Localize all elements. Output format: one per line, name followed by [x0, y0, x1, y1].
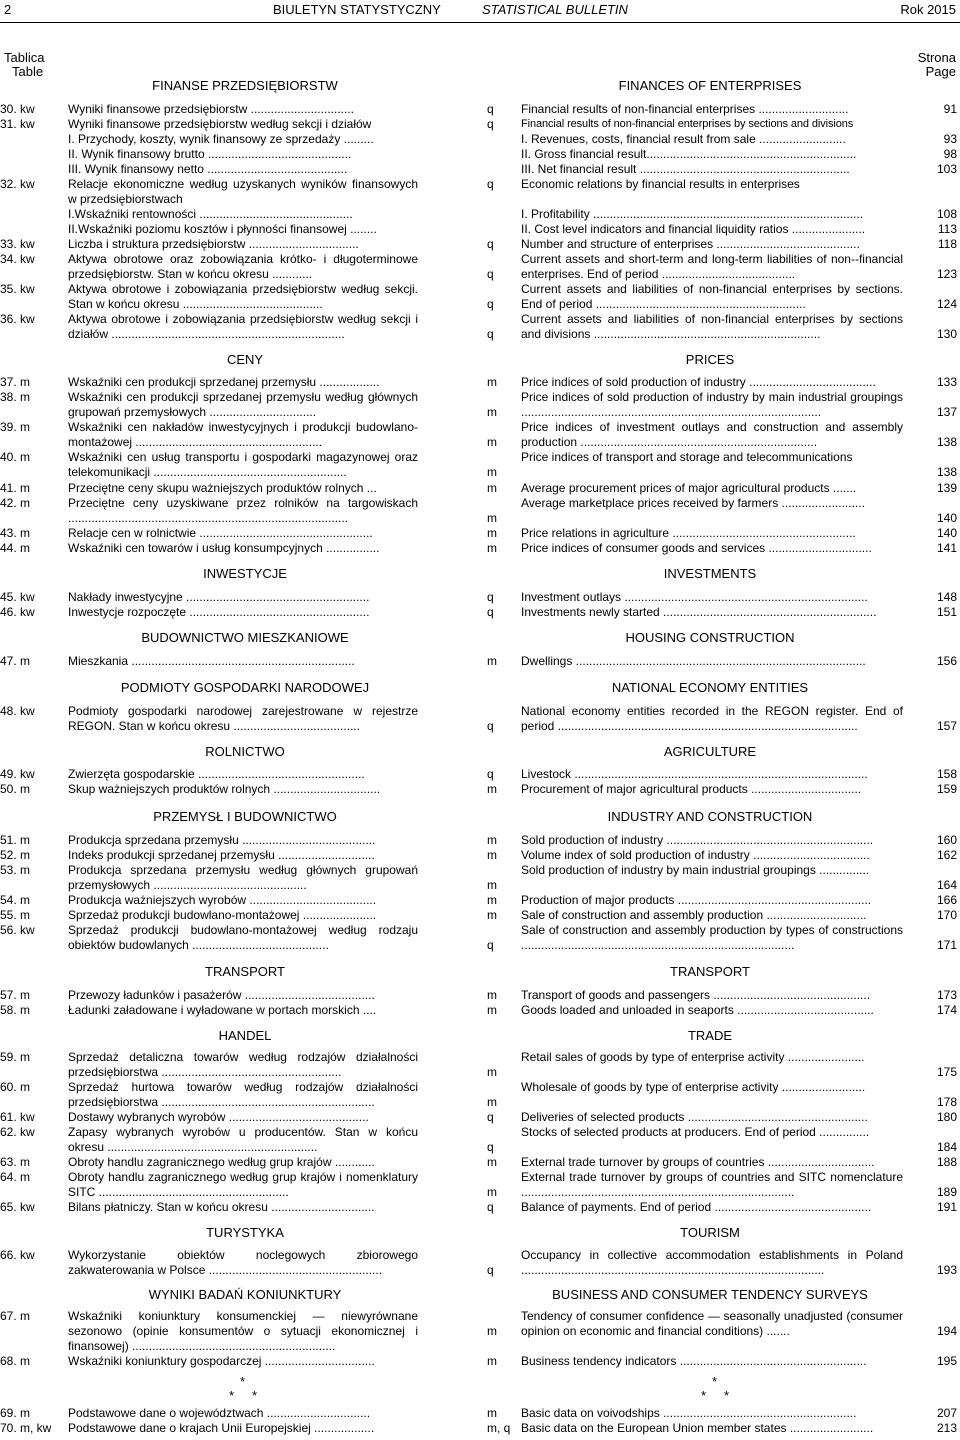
entry-title-en: Production of major products .......................................................... [521, 893, 872, 907]
entry-frequency: m [487, 833, 497, 847]
section-title-en: TOURISM [680, 1225, 740, 1240]
entry-page-number: 98 [943, 147, 957, 161]
section-title-en: NATIONAL ECONOMY ENTITIES [611, 680, 809, 695]
entry-title-en: Business tendency indicators ........................................................ [521, 1354, 867, 1368]
entry-page-number: 207 [936, 1406, 957, 1420]
entry-title-pl: Wskaźniki cen nakładów inwestycyjnych i produkcji budowlano-montażowej ........................................................ [68, 420, 418, 449]
entry-title-pl: Dostawy wybranych wyrobów .......................................... [68, 1110, 369, 1124]
entry-title-pl: Podmioty gospodarki narodowej zarejestrowane w rejestrze REGON. Stan w końcu okresu ...................................... [68, 704, 418, 733]
entry-title-en: I. Revenues, costs, financial result from sale .......................... [521, 132, 846, 146]
entry-title-pl: I. Przychody, koszty, wynik finansowy ze sprzedaży ......... [68, 132, 374, 146]
entry-number: 46. kw [0, 605, 35, 619]
entry-number: 65. kw [0, 1200, 35, 1214]
section-title-pl: TURYSTYKA [206, 1225, 284, 1240]
section-title-pl: INWESTYCJE [203, 566, 287, 581]
entry-frequency: q [487, 237, 494, 251]
entry-title-en: Sold production of industry .............................................................. [521, 833, 874, 847]
entry-title-en: Transport of goods and passengers ............................................... [521, 988, 871, 1002]
entry-number: 40. m [0, 450, 31, 464]
section-header-finances-of-enterprises [0, 78, 960, 94]
entry-number: 64. m [0, 1170, 31, 1184]
entry-number: 53. m [0, 863, 31, 877]
entry-number: 54. m [0, 893, 31, 907]
section-title-en: TRADE [687, 1028, 733, 1043]
entry-page-number: 91 [943, 102, 957, 116]
entry-title-pl: Ładunki załadowane i wyładowane w portach morskich .... [68, 1003, 377, 1017]
entry-frequency: q [487, 267, 494, 281]
entry-title-pl: Wskaźniki koniunktury gospodarczej ................................. [68, 1354, 375, 1368]
entry-number: 32. kw [0, 177, 35, 191]
entry-number: 48. kw [0, 704, 35, 718]
entry-page-number: 140 [936, 511, 957, 525]
entry-number: 31. kw [0, 117, 35, 131]
entry-title-pl: Przeciętne ceny skupu ważniejszych produktów rolnych ... [68, 481, 377, 495]
entry-frequency: q [487, 605, 494, 619]
entry-number: 63. m [0, 1155, 31, 1169]
entry-title-pl: Wskaźniki cen usług transportu i gospodarki magazynowej oraz telekomunikacji .......................................................... [68, 450, 418, 479]
entry-title-pl: Produkcja sprzedana przemysłu ........................................ [68, 833, 376, 847]
entry-title-en: Deliveries of selected products ...................................................... [521, 1110, 868, 1124]
entry-title-en: I. Profitability ................................................................................. [521, 207, 864, 221]
entry-title-en: Tendency of consumer confidence — seasonally unadjusted (consumer opinion on economic and financial conditions) ....... [521, 1309, 903, 1338]
entry-page-number: 162 [936, 848, 957, 862]
entry-page-number: 213 [936, 1421, 957, 1435]
entry-title-en: Stocks of selected products at producers. End of period ............... [521, 1125, 870, 1139]
section-title-pl: TRANSPORT [205, 964, 285, 979]
entry-frequency: m [487, 435, 497, 449]
entry-number: 61. kw [0, 1110, 35, 1124]
entry-title-en: Wholesale of goods by type of enterprise activity ......................... [521, 1080, 866, 1094]
entry-frequency: m [487, 878, 497, 892]
entry-title-en: II. Cost level indicators and financial liquidity ratios ...................... [521, 222, 866, 236]
section-title-pl: HANDEL [218, 1028, 272, 1043]
separator-star-pl-right: * [252, 1388, 258, 1403]
entry-frequency: m [487, 654, 497, 668]
entry-title-en: Number and structure of enterprises ........................................... [521, 237, 860, 251]
entry-title-en: Price indices of sold production of industry ...................................... [521, 375, 876, 389]
entry-title-pl: Produkcja ważniejszych wyrobów ...................................... [68, 893, 377, 907]
entry-title-pl: Zapasy wybranych wyrobów u producentów. Stan w końcu okresu ............................................................... [68, 1125, 418, 1154]
section-header-housing-construction [0, 630, 960, 646]
entry-number: 58. m [0, 1003, 31, 1017]
entry-frequency: m, q [487, 1421, 511, 1435]
entry-number: 30. kw [0, 102, 35, 116]
separator-star-en-top: * [712, 1374, 718, 1389]
entry-frequency: q [487, 327, 494, 341]
section-title-pl: BUDOWNICTWO MIESZKANIOWE [141, 630, 349, 645]
entry-number: 44. m [0, 541, 31, 555]
entry-title-en: Current assets and liabilities of non-financial enterprises by sections and divisions .................................................................... [521, 312, 903, 341]
entry-frequency: q [487, 938, 494, 952]
entry-page-number: 193 [936, 1263, 957, 1277]
section-header-business-and-consumer-tendency-surveys [0, 1287, 960, 1303]
entry-page-number: 166 [936, 893, 957, 907]
entry-page-number: 113 [937, 222, 957, 236]
entry-page-number: 164 [936, 878, 957, 892]
entry-page-number: 188 [936, 1155, 957, 1169]
entry-frequency: m [487, 1354, 497, 1368]
section-header-transport [0, 964, 960, 980]
entry-page-number: 160 [936, 833, 957, 847]
entry-page-number: 123 [936, 267, 957, 281]
entry-title-pl: Wskaźniki koniunktury konsumenckiej — niewyrównane sezonowo (opinie konsumentów o sytuacji ekonomicznej i finansowej) ............................................................. [68, 1309, 418, 1353]
entry-page-number: 175 [936, 1065, 957, 1079]
entry-title-en: Sale of construction and assembly production .............................. [521, 908, 867, 922]
entry-title-pl: Mieszkania ................................................................... [68, 654, 355, 668]
entry-number: 34. kw [0, 252, 35, 266]
entry-page-number: 157 [936, 719, 957, 733]
entry-frequency: q [487, 177, 494, 191]
entry-page-number: 108 [936, 207, 957, 221]
entry-page-number: 173 [936, 988, 957, 1002]
entry-number: 39. m [0, 420, 31, 434]
entry-page-number: 159 [936, 782, 957, 796]
entry-frequency: m [487, 1155, 497, 1169]
section-header-national-economy-entities [0, 680, 960, 696]
entry-number: 33. kw [0, 237, 35, 251]
entry-page-number: 138 [936, 465, 957, 479]
section-title-en: TRANSPORT [670, 964, 750, 979]
entry-page-number: 171 [936, 938, 957, 952]
entry-page-number: 141 [936, 541, 957, 555]
entry-frequency: q [487, 297, 494, 311]
entry-frequency: m [487, 1406, 497, 1420]
entry-number: 50. m [0, 782, 31, 796]
entry-title-pl: Sprzedaż produkcji budowlano-montażowej według rodzaju obiektów budowlanych ......................................... [68, 923, 418, 952]
entry-title-en: Procurement of major agricultural products ................................. [521, 782, 862, 796]
entry-title-pl: Obroty handlu zagranicznego według grup krajów ............ [68, 1155, 375, 1169]
entry-title-pl: Wskaźniki cen towarów i usług konsumpcyjnych ................ [68, 541, 380, 555]
entry-frequency: m [487, 848, 497, 862]
entry-number: 67. m [0, 1309, 31, 1323]
separator-star-pl-left: * [229, 1388, 235, 1403]
page-label-pl: Strona [917, 50, 956, 65]
entry-title-pl: Przeciętne ceny uzyskiwane przez rolników na targowiskach .................................................................................... [68, 496, 418, 525]
entry-title-pl: Wyniki finansowe przedsiębiorstw ............................... [68, 102, 354, 116]
entry-title-pl: Skup ważniejszych produktów rolnych ................................ [68, 782, 381, 796]
entry-title-pl: I.Wskaźniki rentowności .............................................. [68, 207, 353, 221]
entry-title-pl: II.Wskaźniki poziomu kosztów i płynności finansowej ........ [68, 222, 377, 236]
section-title-en: BUSINESS AND CONSUMER TENDENCY SURVEYS [552, 1287, 868, 1302]
entry-title-en: Financial results of non-financial enterprises ........................... [521, 102, 849, 116]
entry-title-en: External trade turnover by groups of countries and SITC nomenclature .................................................................................. [521, 1170, 903, 1199]
entry-title-en: Average procurement prices of major agricultural products ....... [521, 481, 857, 495]
section-title-en: INVESTMENTS [663, 566, 757, 581]
entry-number: 47. m [0, 654, 31, 668]
separator-star-en-right: * [724, 1388, 730, 1403]
entry-page-number: 130 [936, 327, 957, 341]
entry-frequency: q [487, 719, 494, 733]
entry-title-en: Economic relations by financial results in enterprises [521, 177, 800, 191]
entry-title-en: Sold production of industry by main industrial groupings ............... [521, 863, 870, 877]
entry-title-pl: Aktywa obrotowe i zobowiązania przedsiębiorstw według sekcji i działów ...................................................................... [68, 312, 418, 341]
entry-title-en: Occupancy in collective accommodation establishments in Poland ........................................................................................... [521, 1248, 903, 1277]
entry-page-number: 140 [936, 526, 957, 540]
entry-title-pl: Wykorzystanie obiektów noclegowych zbiorowego zakwaterowania w Polsce .................................................... [68, 1248, 418, 1277]
entry-frequency: m [487, 405, 497, 419]
entry-page-number: 139 [936, 481, 957, 495]
entry-page-number: 133 [936, 375, 957, 389]
entry-title-en: Basic data on voivodships .......................................................... [521, 1406, 857, 1420]
section-title-pl: WYNIKI BADAŃ KONIUNKTURY [148, 1287, 342, 1302]
entry-title-pl: Wskaźniki cen produkcji sprzedanej przemysłu według głównych grupowań przemysłowych ................................ [68, 390, 418, 419]
entry-number: 60. m [0, 1080, 31, 1094]
entry-frequency: q [487, 1110, 494, 1124]
section-header-agriculture [0, 744, 960, 760]
entry-frequency: q [487, 117, 494, 131]
entry-page-number: 180 [936, 1110, 957, 1124]
entry-number: 51. m [0, 833, 31, 847]
entry-title-en: Sale of construction and assembly production by types of constructions .................................................................................. [521, 923, 903, 952]
entry-number: 38. m [0, 390, 31, 404]
section-title-pl: FINANSE PRZEDSIĘBIORSTW [152, 78, 338, 93]
entry-frequency: m [487, 782, 497, 796]
entry-title-pl: Aktywa obrotowe oraz zobowiązania krótko- i długoterminowe przedsiębiorstw. Stan w końcu okresu ............ [68, 252, 418, 281]
page-header [0, 0, 960, 24]
entry-title-en: External trade turnover by groups of countries ................................ [521, 1155, 875, 1169]
section-title-en: HOUSING CONSTRUCTION [625, 630, 795, 645]
entry-number: 35. kw [0, 282, 35, 296]
entry-number: 37. m [0, 375, 31, 389]
entry-title-pl: Wskaźniki cen produkcji sprzedanej przemysłu .................. [68, 375, 380, 389]
entry-frequency: m [487, 375, 497, 389]
entry-number: 59. m [0, 1050, 31, 1064]
entry-number: 55. m [0, 908, 31, 922]
section-title-en: INDUSTRY AND CONSTRUCTION [607, 809, 813, 824]
entry-title-en: Goods loaded and unloaded in seaports ......................................... [521, 1003, 874, 1017]
section-title-pl: PODMIOTY GOSPODARKI NARODOWEJ [120, 680, 370, 695]
entry-number: 68. m [0, 1354, 31, 1368]
entry-title-en: Investments newly started ................................................................ [521, 605, 877, 619]
entry-page-number: 178 [936, 1095, 957, 1109]
entry-title-pl: Zwierzęta gospodarskie .................................................. [68, 767, 365, 781]
entry-number: 36. kw [0, 312, 35, 326]
separator-star-pl-top: * [240, 1374, 246, 1389]
entry-frequency: m [487, 541, 497, 555]
entry-frequency: m [487, 465, 497, 479]
entry-frequency: m [487, 893, 497, 907]
section-header-tourism [0, 1225, 960, 1241]
entry-number: 43. m [0, 526, 31, 540]
entry-number: 66. kw [0, 1248, 35, 1262]
entry-title-en: Price relations in agriculture ....................................................... [521, 526, 856, 540]
page-number: 2 [4, 2, 12, 17]
separator-star-en-left: * [701, 1388, 707, 1403]
entry-title-en: Price indices of consumer goods and services ............................... [521, 541, 872, 555]
entry-title-pl: Sprzedaż hurtowa towarów według rodzajów działalności przedsiębiorstwa ................................................................ [68, 1080, 418, 1109]
entry-frequency: q [487, 1263, 494, 1277]
entry-page-number: 151 [936, 605, 957, 619]
entry-title-pl: Podstawowe dane o województwach ............................... [68, 1406, 371, 1420]
entry-frequency: m [487, 481, 497, 495]
entry-number: 56. kw [0, 923, 35, 937]
entry-title-en: Current assets and liabilities of non-financial enterprises by sections. End of period ............................................................... [521, 282, 903, 311]
section-title-en: AGRICULTURE [663, 744, 757, 759]
entry-title-en: Average marketplace prices received by farmers ......................... [521, 496, 865, 510]
section-header-trade [0, 1028, 960, 1044]
entry-number: 52. m [0, 848, 31, 862]
entry-page-number: 118 [937, 237, 957, 251]
entry-number: 62. kw [0, 1125, 35, 1139]
entry-title-en: III. Net financial result ............................................................... [521, 162, 850, 176]
entry-frequency: m [487, 526, 497, 540]
entry-title-pl: Liczba i struktura przedsiębiorstw ................................. [68, 237, 359, 251]
entry-title-en: Current assets and short-term and long-term liabilities of non--financial enterprises. End of period ........................................ [521, 252, 903, 281]
section-header-industry-and-construction [0, 809, 960, 825]
entry-number: 69. m [0, 1406, 31, 1420]
entry-number: 41. m [0, 481, 31, 495]
entry-frequency: m [487, 1095, 497, 1109]
entry-page-number: 194 [936, 1324, 957, 1338]
entry-title-pl: Podstawowe dane o krajach Unii Europejskiej .................. [68, 1421, 375, 1435]
section-title-pl: CENY [226, 352, 264, 367]
page-label-en: Page [925, 64, 956, 79]
entry-title-pl: III. Wynik finansowy netto .......................................... [68, 162, 348, 176]
section-title-pl: PRZEMYSŁ I BUDOWNICTWO [153, 809, 337, 824]
entry-title-pl: Inwestycje rozpoczęte ...................................................... [68, 605, 370, 619]
entry-title-en: Dwellings ....................................................................................... [521, 654, 866, 668]
entry-title-en: Financial results of non-financial enterprises by sections and divisions [521, 118, 854, 130]
entry-frequency: q [487, 1140, 494, 1154]
entry-number: 49. kw [0, 767, 35, 781]
entry-frequency: m [487, 1065, 497, 1079]
header-rule [0, 22, 960, 23]
entry-number: 42. m [0, 496, 31, 510]
entry-title-en: Basic data on the European Union member states ......................... [521, 1421, 874, 1435]
entry-page-number: 93 [943, 132, 957, 146]
section-header-investments [0, 566, 960, 582]
entry-title-pl: Sprzedaż produkcji budowlano-montażowej ...................... [68, 908, 377, 922]
entry-frequency: q [487, 590, 494, 604]
entry-page-number: 170 [936, 908, 957, 922]
section-header-prices [0, 352, 960, 368]
entry-title-pl: Bilans płatniczy. Stan w końcu okresu ............................... [68, 1200, 375, 1214]
entry-title-en: Price indices of sold production of industry by main industrial groupings .......................................................................................... [521, 390, 903, 419]
entry-page-number: 174 [936, 1003, 957, 1017]
entry-title-en: Price indices of transport and storage and telecommunications [521, 450, 853, 464]
entry-frequency: m [487, 511, 497, 525]
entry-frequency: q [487, 102, 494, 116]
entry-page-number: 103 [936, 162, 957, 176]
entry-page-number: 184 [936, 1140, 957, 1154]
entry-frequency: m [487, 908, 497, 922]
entry-frequency: m [487, 1003, 497, 1017]
entry-title-en: II. Gross financial result............................................................... [521, 147, 857, 161]
year-label: Rok 2015 [900, 2, 956, 17]
entry-title-pl: Relacje cen w rolnictwie .................................................... [68, 526, 373, 540]
entry-title-en: Volume index of sold production of industry ................................... [521, 848, 870, 862]
entry-title-pl: Obroty handlu zagranicznego według grup krajów i nomenklatury SITC ......................................................... [68, 1170, 418, 1199]
section-title-pl: ROLNICTWO [205, 744, 285, 759]
entry-frequency: m [487, 988, 497, 1002]
entry-title-pl: Produkcja sprzedana przemysłu według głównych grupowań przemysłowych .............................................. [68, 863, 418, 892]
entry-frequency: q [487, 1200, 494, 1214]
entry-title-pl: Wyniki finansowe przedsiębiorstw według sekcji i działów [68, 117, 372, 131]
section-title-en: PRICES [685, 352, 735, 367]
entry-title-pl: Aktywa obrotowe i zobowiązania przedsiębiorstw według sekcji. Stan w końcu okresu .......................................... [68, 282, 418, 311]
entry-number: 45. kw [0, 590, 35, 604]
entry-title-en: Retail sales of goods by type of enterprise activity ....................... [521, 1050, 865, 1064]
entry-frequency: m [487, 1324, 497, 1338]
entry-page-number: 138 [936, 435, 957, 449]
table-label-en: Table [12, 64, 44, 79]
entry-page-number: 189 [936, 1185, 957, 1199]
entry-title-pl: Relacje ekonomiczne według uzyskanych wyników finansowych w przedsiębiorstwach [68, 177, 418, 206]
entry-title-en: National economy entities recorded in the REGON register. End of period .......................................................................................... [521, 704, 903, 733]
entry-number: 70. m, kw [0, 1421, 52, 1435]
entry-frequency: m [487, 1185, 497, 1199]
entry-page-number: 158 [936, 767, 957, 781]
entry-title-pl: Indeks produkcji sprzedanej przemysłu ............................. [68, 848, 375, 862]
entry-title-pl: Przewozy ładunków i pasażerów ....................................... [68, 988, 375, 1002]
entry-title-en: Investment outlays ......................................................................... [521, 590, 868, 604]
entry-page-number: 191 [936, 1200, 957, 1214]
entry-page-number: 195 [936, 1354, 957, 1368]
bulletin-title-en: STATISTICAL BULLETIN [482, 2, 628, 17]
bulletin-title-pl: BIULETYN STATYSTYCZNY [273, 2, 441, 17]
entry-title-en: Price indices of investment outlays and construction and assembly production ....................................................................... [521, 420, 903, 449]
entry-page-number: 156 [936, 654, 957, 668]
entry-frequency: q [487, 767, 494, 781]
section-title-en: FINANCES OF ENTERPRISES [618, 78, 802, 93]
entry-title-en: Livestock ........................................................................................ [521, 767, 868, 781]
entry-title-pl: II. Wynik finansowy brutto ........................................... [68, 147, 352, 161]
entry-page-number: 148 [936, 590, 957, 604]
entry-title-pl: Sprzedaż detaliczna towarów według rodzajów działalności przedsiębiorstwa ...................................................... [68, 1050, 418, 1079]
entry-number: 57. m [0, 988, 31, 1002]
entry-title-pl: Nakłady inwestycyjne ....................................................... [68, 590, 370, 604]
entry-title-en: Balance of payments. End of period ............................................... [521, 1200, 872, 1214]
table-label-pl: Tablica [4, 50, 45, 65]
entry-page-number: 137 [936, 405, 957, 419]
entry-page-number: 124 [936, 297, 957, 311]
